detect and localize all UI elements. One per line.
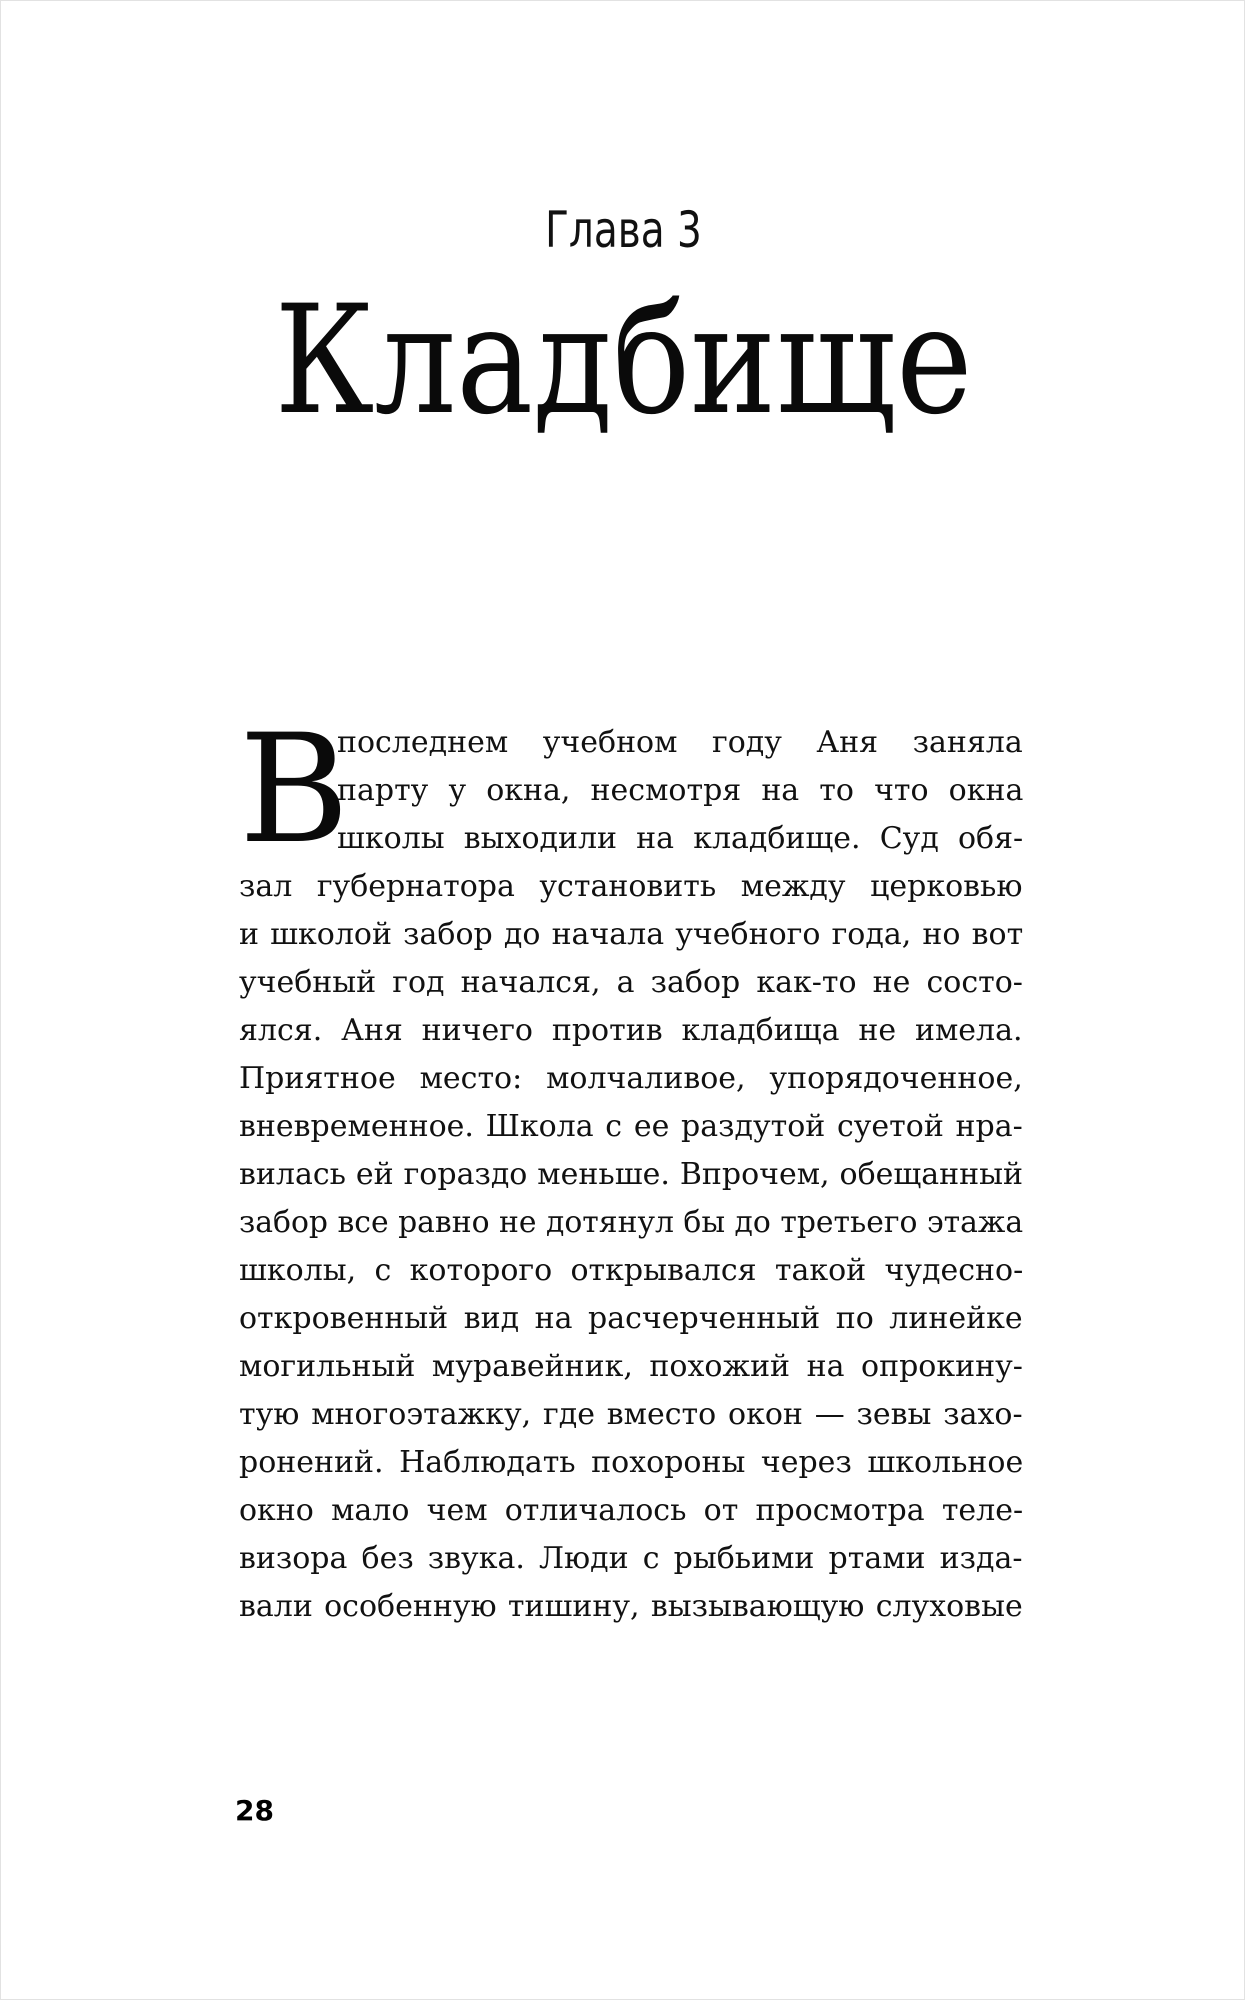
- text-line: ронений. Наблюдать похороны через школьное: [239, 1445, 1024, 1480]
- text-line: учебный год начался, а забор как-то не состо-: [239, 965, 1023, 1000]
- text-line: вневременное. Школа с ее раздутой суетой нра-: [239, 1109, 1023, 1144]
- page-number: 28: [235, 1794, 274, 1827]
- text-line: Приятное место: молчаливое, упорядоченное,: [239, 1061, 1023, 1096]
- text-line: вилась ей гораздо меньше. Впрочем, обещанный: [239, 1157, 1024, 1192]
- text-line: вали особенную тишину, вызывающую слуховые: [239, 1589, 1023, 1624]
- text-line: и школой забор до начала учебного года, но вот: [239, 917, 1024, 952]
- text-line: окно мало чем отличалось от просмотра теле-: [239, 1493, 1024, 1528]
- drop-cap: В: [239, 703, 350, 877]
- text-line: тую многоэтажку, где вместо окон — зевы захо-: [239, 1397, 1023, 1432]
- text-line: школы, с которого открывался такой чудесно-: [239, 1253, 1024, 1288]
- text-line: забор все равно не дотянул бы до третьего этажа: [239, 1205, 1024, 1240]
- text-line: откровенный вид на расчерченный по линейке: [239, 1301, 1023, 1336]
- text-line: зал губернатора установить между церковью: [239, 869, 1023, 904]
- chapter-title: Кладбище: [274, 274, 973, 448]
- text-line: парту у окна, несмотря на то что окна: [337, 773, 1024, 808]
- text-line: ялся. Аня ничего против кладбища не имела.: [239, 1013, 1023, 1048]
- text-line: визора без звука. Люди с рыбьими ртами изда-: [239, 1541, 1023, 1576]
- body-text: [239, 703, 1024, 1631]
- text-line: могильный муравейник, похожий на опрокину-: [239, 1349, 1023, 1384]
- text-line: последнем учебном году Аня заняла: [337, 725, 1023, 760]
- chapter-label: Глава 3: [545, 201, 702, 259]
- text-line: школы выходили на кладбище. Суд обя-: [337, 821, 1024, 856]
